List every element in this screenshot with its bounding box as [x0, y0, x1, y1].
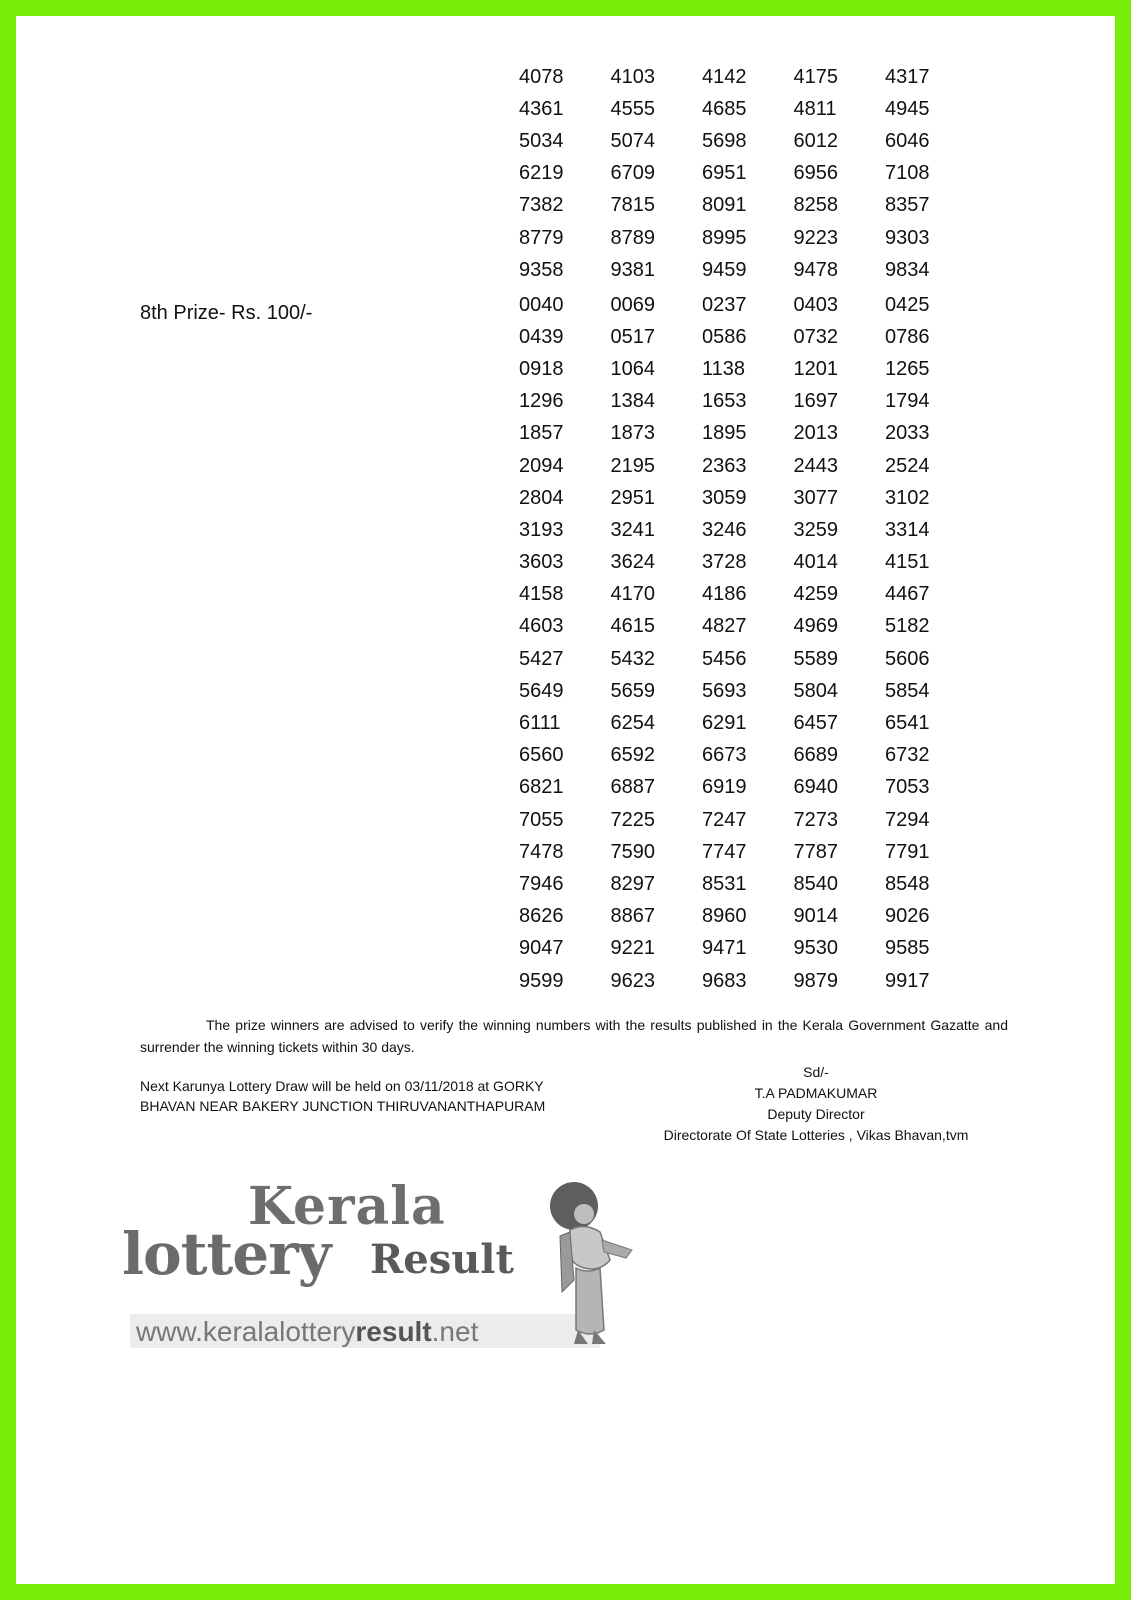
number-row	[519, 482, 977, 514]
ticket-number: 6919	[702, 776, 747, 799]
eighth-prize-label: 8th Prize- Rs. 100/-	[140, 302, 313, 324]
ticket-number: 0237	[702, 293, 747, 316]
number-row	[519, 450, 977, 482]
number-row	[519, 514, 977, 546]
ticket-number: 3102	[885, 486, 930, 509]
ticket-number: 4151	[885, 551, 930, 574]
ticket-number: 0786	[885, 325, 930, 348]
ticket-number: 9585	[885, 937, 930, 960]
ticket-number: 5804	[793, 679, 838, 702]
ticket-number: 9303	[885, 226, 930, 249]
ticket-number: 3077	[793, 486, 838, 509]
number-row	[519, 418, 977, 450]
ticket-number: 6673	[702, 744, 747, 767]
number-row	[519, 61, 977, 93]
ticket-number: 2013	[793, 422, 838, 445]
number-row	[519, 643, 977, 675]
ticket-number: 4827	[702, 615, 747, 638]
ticket-number: 8626	[519, 905, 564, 928]
ticket-number: 5659	[610, 679, 655, 702]
number-row	[519, 125, 977, 157]
ticket-number: 5854	[885, 679, 930, 702]
number-row	[519, 579, 977, 611]
ticket-number: 4078	[519, 65, 564, 88]
ticket-number: 6254	[610, 712, 655, 735]
ticket-number: 1384	[610, 390, 655, 413]
number-row	[519, 547, 977, 579]
number-row	[519, 386, 977, 418]
ticket-number: 0425	[885, 293, 930, 316]
ticket-number: 6940	[793, 776, 838, 799]
number-row	[519, 93, 977, 125]
ticket-number: 7053	[885, 776, 930, 799]
number-row	[519, 158, 977, 190]
mascot-figure-icon	[540, 1180, 640, 1350]
next-draw-line-1: Next Karunya Lottery Draw will be held on 03/11/2018 at GORKY	[140, 1078, 544, 1094]
ticket-number: 2033	[885, 422, 930, 445]
number-row	[519, 707, 977, 739]
ticket-number: 4317	[885, 65, 930, 88]
ticket-number: 5606	[885, 647, 930, 670]
ticket-number: 6291	[702, 712, 747, 735]
ticket-number: 8789	[610, 226, 655, 249]
ticket-number: 1653	[702, 390, 747, 413]
ticket-number: 8297	[610, 872, 655, 895]
number-row	[519, 611, 977, 643]
ticket-number: 6956	[793, 162, 838, 185]
ticket-number: 6689	[793, 744, 838, 767]
logo-text-kerala: Kerala	[248, 1176, 446, 1237]
logo-url-bold: result	[355, 1316, 432, 1347]
ticket-number: 2094	[519, 454, 564, 477]
ticket-number: 1296	[519, 390, 564, 413]
ticket-number: 0403	[793, 293, 838, 316]
ticket-number: 6560	[519, 744, 564, 767]
ticket-number: 4945	[885, 97, 930, 120]
ticket-number: 8531	[702, 872, 747, 895]
number-row	[519, 965, 977, 997]
number-row	[519, 289, 977, 321]
ticket-number: 9221	[610, 937, 655, 960]
ticket-number: 9478	[793, 258, 838, 281]
ticket-number: 0918	[519, 357, 564, 380]
ticket-number: 1873	[610, 422, 655, 445]
ticket-number: 1064	[610, 357, 655, 380]
ticket-number: 5034	[519, 129, 564, 152]
ticket-number: 4175	[793, 65, 838, 88]
ticket-number: 8091	[702, 194, 747, 217]
ticket-number: 0732	[793, 325, 838, 348]
ticket-number: 8357	[885, 194, 930, 217]
ticket-number: 1857	[519, 422, 564, 445]
ticket-number: 9471	[702, 937, 747, 960]
ticket-number: 1794	[885, 390, 930, 413]
ticket-number: 6111	[519, 712, 561, 735]
ticket-number: 3728	[702, 551, 747, 574]
ticket-number: 6951	[702, 162, 747, 185]
ticket-number: 6887	[610, 776, 655, 799]
ticket-number: 0069	[610, 293, 655, 316]
number-row	[519, 254, 977, 286]
ticket-number: 4103	[610, 65, 655, 88]
number-row	[519, 190, 977, 222]
ticket-number: 4361	[519, 97, 564, 120]
number-row	[519, 321, 977, 353]
document-page	[16, 16, 1115, 1584]
ticket-number: 7590	[610, 840, 655, 863]
ticket-number: 5427	[519, 647, 564, 670]
ticket-number: 5182	[885, 615, 930, 638]
ticket-number: 2363	[702, 454, 747, 477]
ticket-number: 3246	[702, 518, 747, 541]
ticket-number: 2804	[519, 486, 564, 509]
ticket-number: 7294	[885, 808, 930, 831]
ticket-number: 8995	[702, 226, 747, 249]
ticket-number: 4259	[793, 583, 838, 606]
ticket-number: 8548	[885, 872, 930, 895]
ticket-number: 8779	[519, 226, 564, 249]
ticket-number: 6219	[519, 162, 564, 185]
ticket-number: 6709	[610, 162, 655, 185]
ticket-number: 7787	[793, 840, 838, 863]
ticket-number: 4186	[702, 583, 747, 606]
ticket-number: 7247	[702, 808, 747, 831]
ticket-number: 5693	[702, 679, 747, 702]
ticket-number: 6457	[793, 712, 838, 735]
ticket-number: 3314	[885, 518, 930, 541]
number-row	[519, 772, 977, 804]
ticket-number: 9026	[885, 905, 930, 928]
ticket-number: 4969	[793, 615, 838, 638]
ticket-number: 3059	[702, 486, 747, 509]
continued-prize-numbers	[519, 61, 977, 286]
ticket-number: 5589	[793, 647, 838, 670]
ticket-number: 2195	[610, 454, 655, 477]
ticket-number: 7225	[610, 808, 655, 831]
ticket-number: 5698	[702, 129, 747, 152]
ticket-number: 0517	[610, 325, 655, 348]
ticket-number: 2951	[610, 486, 655, 509]
ticket-number: 6012	[793, 129, 838, 152]
ticket-number: 1697	[793, 390, 838, 413]
ticket-number: 9683	[702, 969, 747, 992]
ticket-number: 8258	[793, 194, 838, 217]
ticket-number: 3241	[610, 518, 655, 541]
ticket-number: 7108	[885, 162, 930, 185]
number-row	[519, 868, 977, 900]
eighth-prize-numbers	[519, 289, 977, 997]
ticket-number: 1265	[885, 357, 930, 380]
ticket-number: 3193	[519, 518, 564, 541]
signatory-name: T.A PADMAKUMAR	[754, 1085, 878, 1101]
ticket-number: 6046	[885, 129, 930, 152]
ticket-number: 5074	[610, 129, 655, 152]
ticket-number: 5432	[610, 647, 655, 670]
ticket-number: 9879	[793, 969, 838, 992]
ticket-number: 8867	[610, 905, 655, 928]
ticket-number: 0040	[519, 293, 564, 316]
ticket-number: 7273	[793, 808, 838, 831]
signature-block	[616, 1062, 1016, 1146]
ticket-number: 6541	[885, 712, 930, 735]
ticket-number: 4615	[610, 615, 655, 638]
ticket-number: 4467	[885, 583, 930, 606]
ticket-number: 7055	[519, 808, 564, 831]
ticket-number: 6732	[885, 744, 930, 767]
ticket-number: 9623	[610, 969, 655, 992]
next-draw-line-2: BHAVAN NEAR BAKERY JUNCTION THIRUVANANTHAPURAM	[140, 1098, 546, 1114]
ticket-number: 4170	[610, 583, 655, 606]
number-row	[519, 222, 977, 254]
ticket-number: 9599	[519, 969, 564, 992]
ticket-number: 9530	[793, 937, 838, 960]
ticket-number: 9014	[793, 905, 838, 928]
logo-url-prefix: www.keralalottery	[136, 1316, 356, 1347]
ticket-number: 8540	[793, 872, 838, 895]
ticket-number: 4603	[519, 615, 564, 638]
ticket-number: 7946	[519, 872, 564, 895]
number-row	[519, 933, 977, 965]
ticket-number: 3603	[519, 551, 564, 574]
ticket-number: 0439	[519, 325, 564, 348]
ticket-number: 5456	[702, 647, 747, 670]
ticket-number: 0586	[702, 325, 747, 348]
ticket-number: 4158	[519, 583, 564, 606]
ticket-number: 3259	[793, 518, 838, 541]
logo-text-lottery: lottery	[122, 1220, 331, 1288]
ticket-number: 1201	[793, 357, 838, 380]
ticket-number: 1138	[702, 357, 746, 380]
ticket-number: 4685	[702, 97, 747, 120]
ticket-number: 4811	[793, 97, 837, 120]
ticket-number: 4014	[793, 551, 838, 574]
logo-text-result: Result	[370, 1236, 514, 1283]
number-row	[519, 901, 977, 933]
ticket-number: 9381	[610, 258, 655, 281]
number-row	[519, 353, 977, 385]
ticket-number: 7478	[519, 840, 564, 863]
ticket-number: 8960	[702, 905, 747, 928]
ticket-number: 9047	[519, 937, 564, 960]
number-row	[519, 836, 977, 868]
ticket-number: 7791	[885, 840, 930, 863]
ticket-number: 2524	[885, 454, 930, 477]
next-draw-info	[140, 1076, 600, 1116]
kerala-lottery-result-logo	[122, 1174, 642, 1354]
ticket-number: 9834	[885, 258, 930, 281]
signature-sd: Sd/-	[803, 1064, 829, 1080]
ticket-number: 9459	[702, 258, 747, 281]
ticket-number: 9223	[793, 226, 838, 249]
number-row	[519, 740, 977, 772]
ticket-number: 2443	[793, 454, 838, 477]
number-row	[519, 675, 977, 707]
ticket-number: 4142	[702, 65, 747, 88]
ticket-number: 7382	[519, 194, 564, 217]
logo-url-suffix: .net	[431, 1316, 479, 1347]
ticket-number: 6821	[519, 776, 564, 799]
ticket-number: 5649	[519, 679, 564, 702]
ticket-number: 1895	[702, 422, 747, 445]
ticket-number: 4555	[610, 97, 655, 120]
logo-url	[136, 1316, 478, 1348]
signatory-title: Deputy Director	[767, 1106, 865, 1122]
signatory-office: Directorate Of State Lotteries , Vikas Bhavan,tvm	[663, 1127, 969, 1143]
ticket-number: 6592	[610, 744, 655, 767]
number-row	[519, 804, 977, 836]
ticket-number: 3624	[610, 551, 655, 574]
ticket-number: 9917	[885, 969, 930, 992]
ticket-number: 7747	[702, 840, 747, 863]
verification-notice: The prize winners are advised to verify the winning numbers with the results published in the Kerala Government Gazatte and surrender the winning tickets within 30 days.	[140, 1017, 1008, 1055]
ticket-number: 7815	[610, 194, 655, 217]
ticket-number: 9358	[519, 258, 564, 281]
